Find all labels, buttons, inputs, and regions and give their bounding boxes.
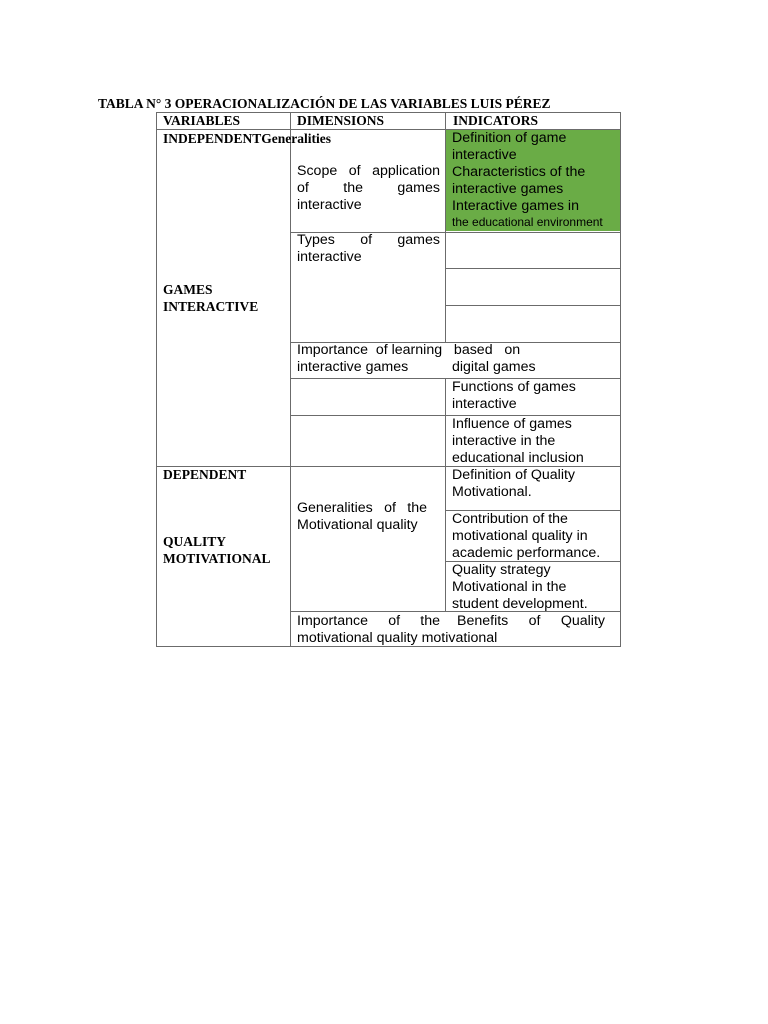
border-right bbox=[620, 112, 621, 647]
ind-contribution-line3: academic performance. bbox=[452, 545, 601, 561]
sep-ind-1 bbox=[445, 268, 621, 269]
ind-educational-env-line1: Interactive games in bbox=[452, 198, 579, 214]
ind-benefits-line1: Benefits of Quality bbox=[457, 613, 605, 629]
ind-contribution-line2: motivational quality in bbox=[452, 528, 588, 544]
dim-scope-line3: interactive bbox=[297, 197, 362, 213]
border-left bbox=[156, 112, 157, 647]
variable-independent-label bbox=[163, 130, 331, 147]
dim-importance-learning-line1: Importance of learning based on bbox=[297, 342, 521, 358]
ind-definition-quality-line1: Definition of Quality bbox=[452, 467, 576, 483]
ind-influence-line2: interactive in the bbox=[452, 433, 556, 449]
variable-games-line1: GAMES bbox=[163, 282, 213, 297]
ind-functions-line1: Functions of games bbox=[452, 379, 576, 395]
table-title: TABLA N° 3 OPERACIONALIZACIÓN DE LAS VARIABLES LUIS PÉREZ bbox=[98, 96, 551, 111]
header-dimensions: DIMENSIONS bbox=[297, 113, 385, 128]
sep-ind-2 bbox=[445, 305, 621, 306]
ind-influence-line3: educational inclusion bbox=[452, 450, 584, 466]
dim-generalities-motivational-line2: Motivational quality bbox=[297, 517, 418, 533]
dim-generalities-motivational-line1: Generalities of the bbox=[297, 500, 427, 516]
header-indicators: INDICATORS bbox=[453, 113, 539, 128]
dim-importance-motivational-line2: motivational quality motivational bbox=[297, 630, 498, 646]
col-separator-2-mid bbox=[445, 379, 446, 611]
dim-types-line2: interactive bbox=[297, 249, 362, 265]
dim-importance-motivational-line1: Importance of the bbox=[297, 613, 440, 629]
ind-strategy-line3: student development. bbox=[452, 596, 588, 612]
variable-games-line2: INTERACTIVE bbox=[163, 299, 259, 314]
operationalization-table bbox=[156, 112, 621, 647]
dim-types-line1: Types of games bbox=[297, 232, 440, 248]
independent-type: INDEPENDENT bbox=[163, 131, 262, 146]
variable-quality-line2: MOTIVATIONAL bbox=[163, 551, 271, 566]
independent-generalities: Generalities bbox=[261, 131, 331, 146]
ind-contribution-line1: Contribution of the bbox=[452, 511, 568, 527]
ind-definition-game-line2: interactive bbox=[452, 147, 517, 163]
ind-influence-line1: Influence of games bbox=[452, 416, 572, 432]
ind-digital-games: digital games bbox=[452, 359, 536, 375]
ind-strategy-line1: Quality strategy bbox=[452, 562, 551, 578]
ind-characteristics-line1: Characteristics of the bbox=[452, 164, 586, 180]
ind-characteristics-line2: interactive games bbox=[452, 181, 564, 197]
dim-scope-line2: of the games bbox=[297, 180, 440, 196]
ind-functions-line2: interactive bbox=[452, 396, 517, 412]
ind-educational-env-line2: the educational environment bbox=[452, 215, 603, 229]
col-separator-1 bbox=[290, 112, 291, 647]
ind-definition-game-line1: Definition of game bbox=[452, 130, 567, 146]
ind-definition-quality-line2: Motivational. bbox=[452, 484, 532, 500]
ind-strategy-line2: Motivational in the bbox=[452, 579, 567, 595]
col-separator-2-top bbox=[445, 112, 446, 342]
dim-importance-learning-line2: interactive games bbox=[297, 359, 409, 375]
header-variables: VARIABLES bbox=[163, 113, 241, 128]
dim-scope-line1: Scope of application bbox=[297, 163, 440, 179]
variable-quality-line1: QUALITY bbox=[163, 534, 227, 549]
variable-dependent-label: DEPENDENT bbox=[163, 467, 247, 482]
